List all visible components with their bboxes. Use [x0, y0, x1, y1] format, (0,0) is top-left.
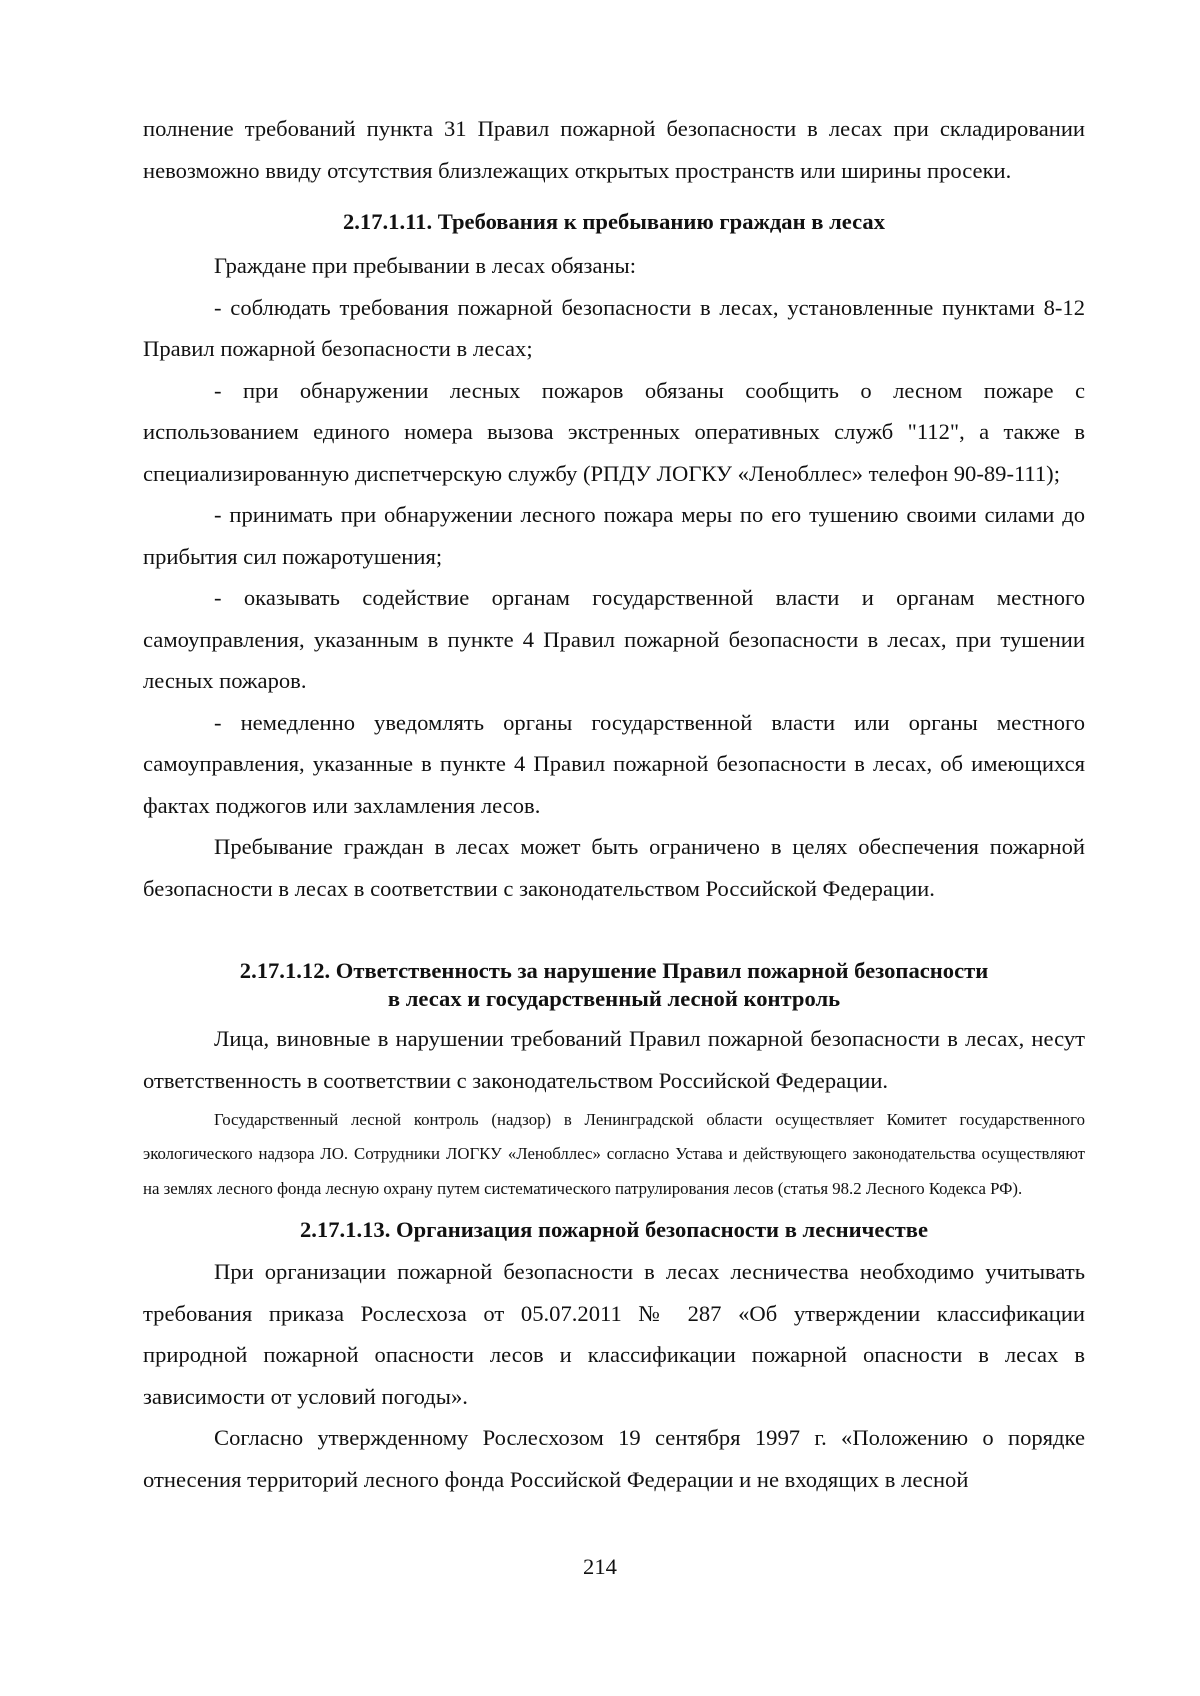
paragraph: Граждане при пребывании в лесах обязаны: [214, 253, 636, 278]
paragraph: - при обнаружении лесных пожаров обязаны сообщить о лесном пожаре с использованием единого номера вызова экстренных оперативных служб "112", а также в специализированную диспетчерскую службу (РПДУ ЛОГКУ «Ленобллес» телефон 90-89-111); [143, 377, 1085, 486]
section-body-2-17-1-13 [143, 1251, 1085, 1500]
section-body-2-17-1-11 [143, 245, 1085, 909]
continuation-paragraph: полнение требований пункта 31 Правил пожарной безопасности в лесах при складировании невозможно ввиду отсутствия близлежащих открытых пространств или ширины просеки. [143, 116, 1085, 183]
section-heading-2-17-1-12 [143, 957, 1085, 1013]
paragraph: - оказывать содействие органам государственной власти и органам местного самоуправления, указанным в пункте 4 Правил пожарной безопасности в лесах, при тушении лесных пожаров. [143, 585, 1085, 693]
paragraph: Согласно утвержденному Рослесхозом 19 сентября 1997 г. «Положению о порядке отнесения территорий лесного фонда Российской Федерации и не входящих в лесной [143, 1425, 1085, 1492]
section-heading-line: в лесах и государственный лесной контроль [387, 986, 841, 1011]
paragraph: - немедленно уведомлять органы государственной власти или органы местного самоуправления, указанные в пункте 4 Правил пожарной безопасности в лесах, об имеющихся фактах поджогов или захламления лесов. [143, 709, 1085, 818]
section-heading-2-17-1-11: 2.17.1.11. Требования к пребыванию граждан в лесах [342, 209, 885, 234]
small-print-paragraph: Государственный лесной контроль (надзор) в Ленинградской области осуществляет Комитет государственного экологического надзора ЛО. Сотрудники ЛОГКУ «Ленобллес» согласно Устава и действующего законодательства осуществляют на землях лесного фонда лесную охрану путем систематического патрулирования лесов (статья 98.2 Лесного Кодекса РФ). [143, 1110, 1085, 1198]
section-heading-2-17-1-13: 2.17.1.13. Организация пожарной безопасности в лесничестве [299, 1217, 929, 1243]
paragraph: При организации пожарной безопасности в лесах лесничества необходимо учитывать требования приказа Рослесхоза от 05.07.2011 № 287 «Об утверждении классификации природной пожарной опасности лесов и классификации пожарной опасности в лесах в зависимости от условий погоды». [143, 1259, 1085, 1409]
paragraph: - принимать при обнаружении лесного пожара меры по его тушению своими силами до прибытия сил пожаротушения; [143, 502, 1085, 569]
paragraph: - соблюдать требования пожарной безопасности в лесах, установленные пунктами 8-12 Правил пожарной безопасности в лесах; [143, 294, 1085, 361]
document-page [143, 108, 1085, 1500]
page-number: 214 [583, 1554, 617, 1579]
paragraph: Лица, виновные в нарушении требований Правил пожарной безопасности в лесах, несут ответственность в соответствии с законодательством Российской Федерации. [143, 1026, 1085, 1093]
paragraph: Пребывание граждан в лесах может быть ограничено в целях обеспечения пожарной безопасности в лесах в соответствии с законодательством Российской Федерации. [143, 834, 1085, 901]
section-heading-line: 2.17.1.12. Ответственность за нарушение Правил пожарной безопасности [239, 958, 989, 983]
